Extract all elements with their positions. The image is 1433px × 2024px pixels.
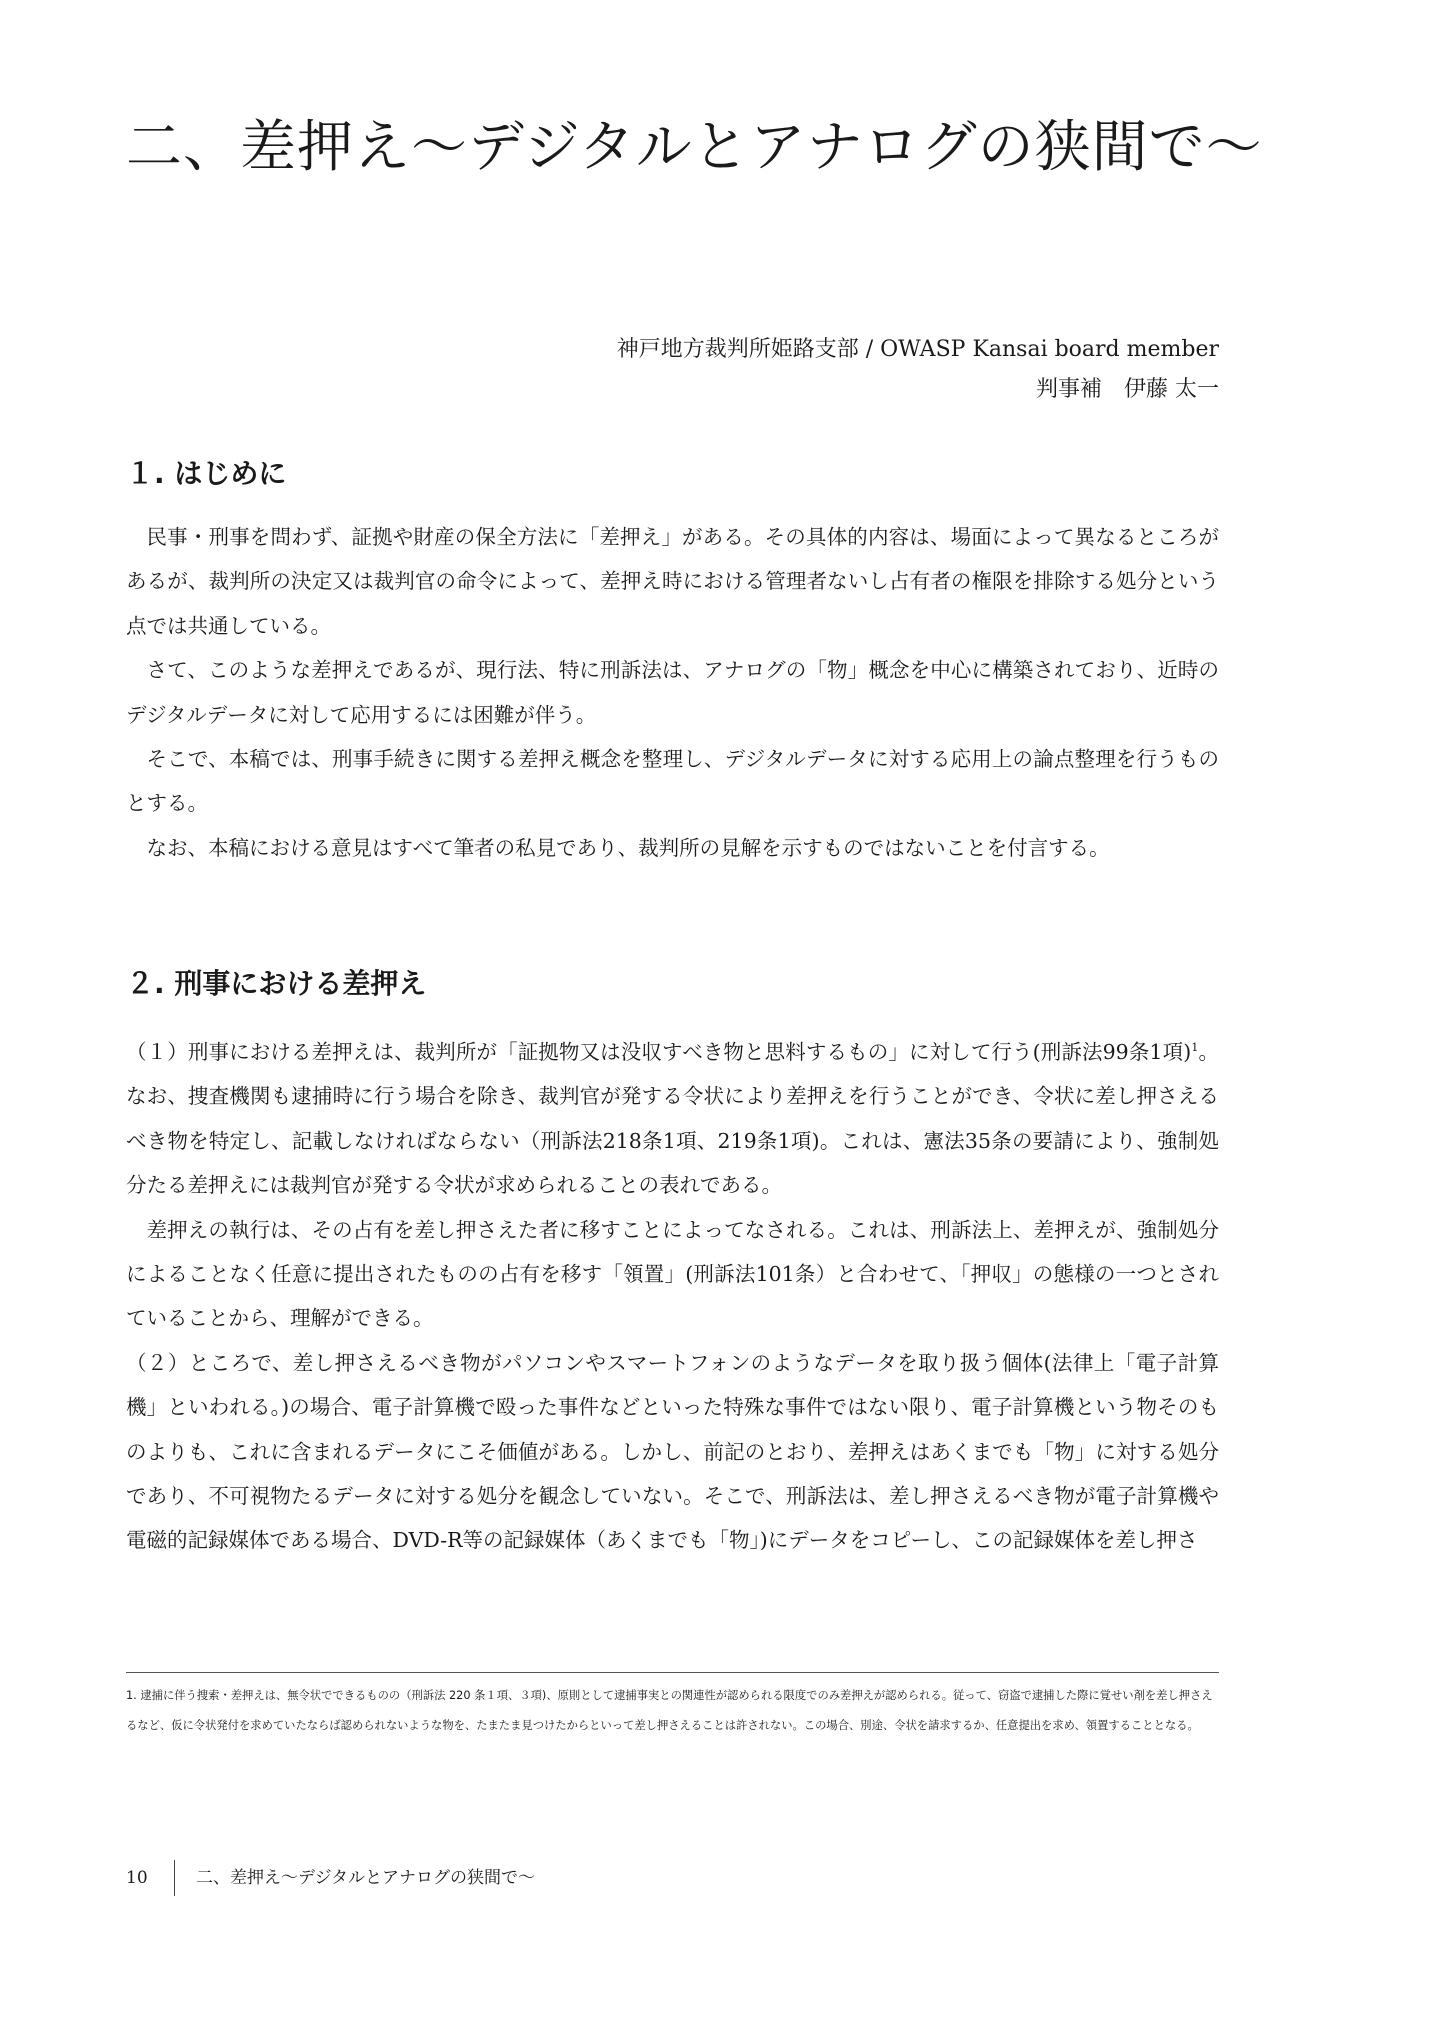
paragraph-text: （１）刑事における差押えは、裁判所が「証拠物又は没収すべき物と思料するもの」に対して行う(刑訴法99条1項)	[126, 1040, 1192, 1064]
article-title: 二、差押え〜デジタルとアナログの狭間で〜	[126, 115, 1263, 180]
paragraph: 差押えの執行は、その占有を差し押さえた者に移すことによってなされる。これは、刑訴法上、差押えが、強制処分によることなく任意に提出されたものの占有を移す「領置」(刑訴法101条）と合わせて、「押収」の態様の一つとされていることから、理解ができる。	[126, 1217, 1219, 1331]
footnote: 1. 逮捕に伴う捜索・差押えは、無令状でできるものの（刑訴法 220 条１項、３項)、原則として逮捕事実との関連性が認められる限度でのみ差押えが認められる。従って、窃盗で逮捕した際に覚せい剤を差し押さえるなど、仮に令状発付を求めていたならば認められないような物を、たまたま見つけたからといって差し押さえることは許されない。この場合、別途、令状を請求するか、任意提出を求め、領置することとなる。	[126, 1672, 1219, 1741]
page-footer	[126, 1858, 926, 1898]
author-affiliation: 神戸地方裁判所姫路支部 / OWASP Kansai board member	[616, 337, 1219, 362]
section-heading: ２. 刑事における差押え	[126, 967, 427, 1000]
section-introduction	[126, 450, 1219, 870]
paragraph	[126, 1030, 1219, 1208]
footnote-ref: 1	[1191, 1041, 1199, 1055]
paragraph-text: 。なお、捜査機関も逮捕時に行う場合を除き、裁判官が発する令状により差押えを行うことができ、令状に差し押さえるべき物を特定し、記載しなければならない（刑訴法218条1項、219条1項)。これは、憲法35条の要請により、強制処分たる差押えには裁判官が発する令状が求められることの表れである。	[126, 1040, 1220, 1198]
page-number: 10	[126, 1868, 148, 1888]
paragraph: さて、このような差押えであるが、現行法、特に刑訴法は、アナログの「物」概念を中心に構築されており、近時のデジタルデータに対して応用するには困難が伴う。	[126, 658, 1219, 727]
paragraph: （２）ところで、差し押さえるべき物がパソコンやスマートフォンのようなデータを取り扱う個体(法律上「電子計算機」といわれる。)の場合、電子計算機で殴った事件などといった特殊な事件ではない限り、電子計算機という物そのものよりも、これに含まれるデータにこそ価値がある。しかし、前記のとおり、差押えはあくまでも「物」に対する処分であり、不可視物たるデータに対する処分を観念していない。そこで、刑訴法は、差し押さえるべき物が電子計算機や電磁的記録媒体である場合、DVD-R等の記録媒体（あくまでも「物」)にデータをコピーし、この記録媒体を差し押さ	[126, 1350, 1219, 1553]
running-title: 二、差押え〜デジタルとアナログの狭間で〜	[196, 1868, 535, 1888]
section-criminal-seizure	[126, 960, 1219, 1563]
paragraph: そこで、本稿では、刑事手続きに関する差押え概念を整理し、デジタルデータに対する応用上の論点整理を行うものとする。	[126, 747, 1219, 816]
author-byline	[617, 330, 1219, 410]
paragraph: なお、本稿における意見はすべて筆者の私見であり、裁判所の見解を示すものではないことを付言する。	[146, 835, 1110, 860]
section-heading: １. はじめに	[126, 457, 287, 490]
author-name: 判事補 伊藤 太一	[1036, 377, 1219, 402]
paragraph: 民事・刑事を問わず、証拠や財産の保全方法に「差押え」がある。その具体的内容は、場面によって異なるところがあるが、裁判所の決定又は裁判官の命令によって、差押え時における管理者ないし占有者の権限を排除する処分という点では共通している。	[126, 525, 1219, 638]
footer-divider	[174, 1860, 175, 1896]
